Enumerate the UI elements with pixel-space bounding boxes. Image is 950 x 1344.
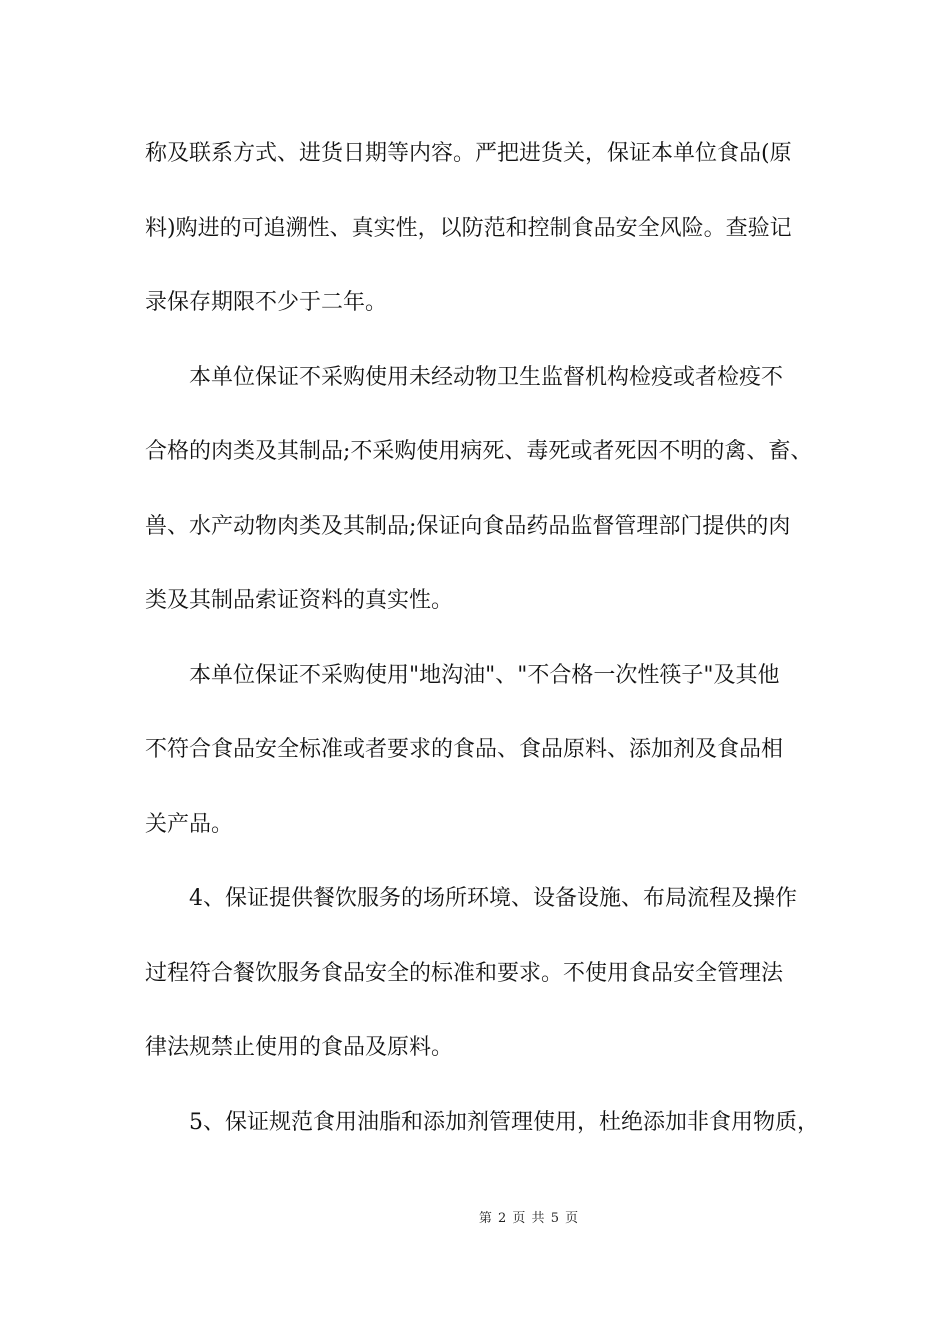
text-line: 本单位保证不采购使用未经动物卫生监督机构检疫或者检疫不 [145,364,784,390]
text-line: 4、保证提供餐饮服务的场所环境、设备设施、布局流程及操作 [145,886,797,911]
page-number-footer: 第 2 页 共 5 页 [478,1211,580,1226]
text-line: 5、保证规范食用油脂和添加剂管理使用，杜绝添加非食用物质， [145,1109,819,1135]
text-line: 兽、水产动物肉类及其制品;保证向食品药品监督管理部门提供的肉 [145,513,791,539]
document-body [145,131,825,1174]
text-line: 律法规禁止使用的食品及原料。 [145,1035,454,1060]
text-line: 本单位保证不采购使用"地沟油"、"不合格一次性筷子"及其他 [145,662,780,688]
text-line: 料)购进的可追溯性、真实性，以防范和控制食品安全风险。查验记 [145,215,792,241]
text-line: 类及其制品索证资料的真实性。 [145,588,454,613]
text-line: 不符合食品安全标准或者要求的食品、食品原料、添加剂及食品相 [145,737,784,762]
text-line: 过程符合餐饮服务食品安全的标准和要求。不使用食品安全管理法 [145,960,784,986]
text-line: 称及联系方式、进货日期等内容。严把进货关，保证本单位食品(原 [145,141,792,166]
text-line: 合格的肉类及其制品;不采购使用病死、毒死或者死因不明的禽、畜、 [145,439,813,464]
text-line: 录保存期限不少于二年。 [145,290,388,315]
text-line: 关产品。 [145,811,234,837]
